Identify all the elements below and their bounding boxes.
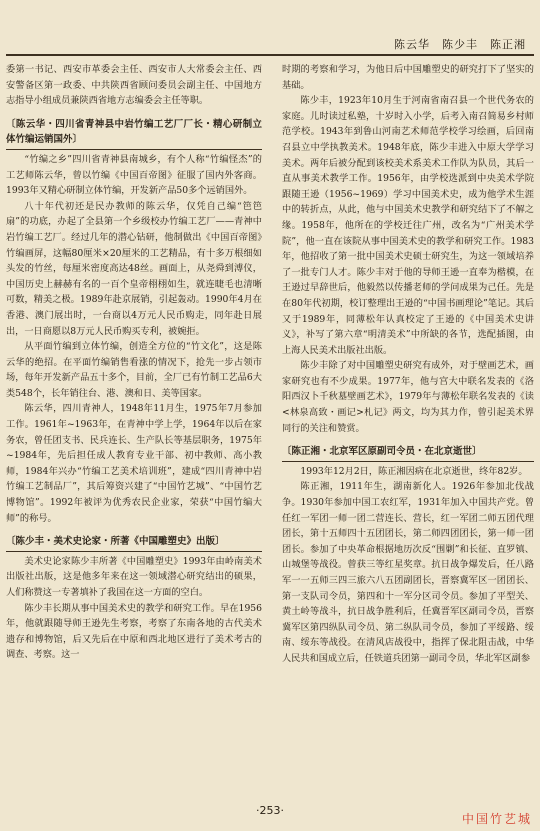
paragraph: 从平面竹编到立体竹编，创造全方位的“竹文化”，这是陈云华的绝招。在平面竹编销售看涨的情况下，抢先一步占领市场，每年开发新产品五十多个，目前，全厂已有竹制工艺品6大类548个，长年销往台、港、澳和日、美等国家。: [6, 341, 262, 399]
paragraph: 陈少丰长期从事中国美术史的教学和研究工作。早在1956年，他就跟随导师王逊先生考察，考察了东南各地的古代美术遗存和博物馆，后又先后在中原和西北地区进行了美术考古的调查、考察。这一: [6, 602, 262, 661]
paragraph: 美术史论家陈少丰所著《中国雕塑史》1993年由岭南美术出版社出版，这是他多年来在这一领域潜心研究结出的硕果，人们称赞这一专著填补了我国在这一方面的空白。: [6, 555, 262, 598]
running-header: 陈云华 陈少丰 陈正湘: [394, 38, 526, 51]
site-watermark: 中国竹艺城: [461, 812, 532, 826]
page-number: ·253·: [256, 804, 284, 817]
right-column: [282, 62, 534, 667]
paragraph: 八十年代初还是民办教师的陈云华，仅凭自己编“笆笆扇”的功底，办起了全县第一个乡级校办竹编工艺厂——青神中岩竹编工艺厂。经过几年的潜心钻研，他制做出《中国百帝图》竹编画屏，这幅80厘米×20厘米的工艺精品，有十多万根细如头发的竹丝，每厘米密度高达48丝。画面上，从尧舜到溥仪，中国历史上赫赫有名的一百个皇帝栩栩如生，就连睫毛也清晰可数，精美之极。1989年赴京展销，引起轰动。1990年4月在香港、澳门展出时，一台商以4万元人民币购走，同年赴日展出，一日商愿以8万元人民币购买专利，被婉拒。: [6, 200, 262, 337]
paragraph: 委第一书记、西安市革委会主任、西安市人大常委会主任、西安警备区第一政委、中共陕西省顾问委员会副主任、中国地方志指导小组成员兼陕西省地方志编委会主任等职。: [6, 64, 262, 107]
left-column: [6, 62, 262, 663]
section-title-chen-yunhua: 〔陈云华・四川省青神县中岩竹编工艺厂厂长・精心研制立体竹编运销国外〕: [6, 117, 262, 150]
paragraph: “竹编之乡”四川省青神县南城乡，有个人称“竹编怪杰”的工艺师陈云华，曾以竹编《中国百帝图》征服了国内外客商。1993年又精心研制立体竹编，开发新产品50多个远销国外。: [6, 153, 262, 197]
paragraph: 时期的考察和学习，为他日后中国雕塑史的研究打下了坚实的基础。: [282, 64, 534, 91]
section-title-chen-zhengxiang: 〔陈正湘・北京军区原副司令员・在北京逝世〕: [282, 444, 534, 462]
paragraph: 陈少丰，1923年10月生于河南省南召县一个世代务农的家庭。儿时读过私塾，十岁时入小学，后考入南召简易乡村师范学校。1943年到鲁山河南艺术师范学校学习绘画，后回南召县立中学执教美术。1948年底，陈少丰进入中原大学学习美术。两年后被分配到该校美术系美术工作队为队员，其后一直从事美术教学工作。1956年，由学校选派到中央美术学院跟随王逊（1956~1969）学习中国美术史，成为他学术生涯中的转折点，从此，他与中国美术史教学和研究结下了不解之缘。1958年，他所在的学校迁往广州，改名为“广州美术学院”，他一直在该院从事中国美术史的教学和研究工作。1983年，他招收了第一批中国美术史硕士研究生，为这一领域培养了一批专门人才。陈少丰对于他的导师王逊一直奉为楷模，在王逊过早辞世后，他毅然以传播老师的学问成果为己任。先是在80年代初期，校订整理出王逊的“中国书画理论”笔记。其后又于1989年，同薄松年认真校定了王逊的《中国美术史讲义》，补写了第六章“明清美术”中所缺的各节，选配插图，由上海人民美术出版社出版。: [282, 95, 534, 356]
header-rule: [6, 54, 534, 56]
section-title-chen-shaofeng: 〔陈少丰・美术史论家・所著《中国雕塑史》出版〕: [6, 534, 262, 552]
paragraph: 1993年12月2日，陈正湘因病在北京逝世，终年82岁。: [300, 465, 528, 477]
paragraph: 陈正湘，1911年生，湖南新化人。1926年参加北伐战争。1930年参加中国工农红军，1931年加入中国共产党。曾任红一军团一师一团二营连长、营长，红一军团二师五团代理团长，第十五师四十五团团长，第二师四团团长，第一师一团团长。参加了中央革命根据地历次反“围剿”和长征、直罗镇、山城堡等战役。曾获三等红星奖章。抗日战争爆发后，任八路军一一五师三四三旅六八五团副团长，晋察冀军区一团团长、第一支队司令员，第四和十一军分区司令员。参加了平型关、黄土岭等战斗，抗日战争胜利后，任冀晋军区副司令员，晋察冀军区第四纵队司令员、第二纵队司令员，参加了平绥路、绥南、绥东等战役。在清风店战役中，指挥了保北阻击战，中华人民共和国成立后，任铁道兵团第一副司令员，华北军区副参: [282, 481, 534, 664]
paragraph: 陈少丰除了对中国雕塑史研究有成外，对于壁画艺术，画家研究也有不少成果。1977年，他与宫大中联名发表的《洛阳西汉卜千秋墓壁画艺术》，1979年与薄松年联名发表的《读<林泉高致・画记>札记》两文，均为其力作，曾引起美术界同行的关注和赞赏。: [282, 360, 534, 434]
paragraph: 陈云华，四川青神人，1948年11月生，1975年7月参加工作。1961年~1963年，在青神中学上学，1964年以后在家务农，曾任团支书、民兵连长、生产队长等基层职务，1975年~1984年，先后担任成人教育专业干部、初中教师、高小教师，1984年兴办“竹编工艺美术培训班”，建成“四川青神中岩竹编工艺制品厂”，其后筹资兴建了“中国竹艺城”、“中国竹艺博物馆”。1992年被评为优秀农民企业家，荣获“中国竹编大师”的称号。: [6, 403, 262, 524]
